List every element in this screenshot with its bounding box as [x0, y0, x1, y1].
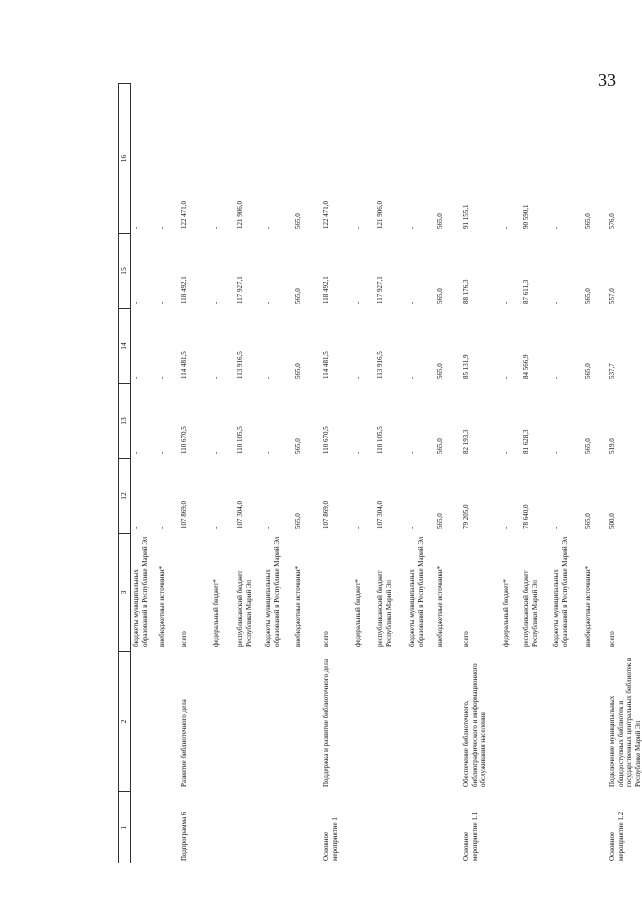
- cell-value-12: -: [158, 526, 166, 529]
- cell-value-13: 110 105,5: [236, 426, 244, 454]
- cell-value-16: 565,0: [436, 213, 444, 229]
- cell-source: внебюджетные источники*: [584, 565, 592, 647]
- cell-value-13: -: [408, 451, 416, 454]
- cell-value-14: 113 916,5: [376, 351, 384, 379]
- cell-value-15: 565,0: [294, 288, 302, 304]
- cell-program: Подпрограмма 6: [180, 811, 188, 861]
- column-header-2: 2: [118, 651, 130, 791]
- cell-value-15: 117 927,1: [376, 276, 384, 304]
- cell-value-13: 565,0: [584, 438, 592, 454]
- cell-value-15: 117 927,1: [236, 276, 244, 304]
- cell-value-12: 565,0: [294, 513, 302, 529]
- cell-value-12: -: [132, 526, 140, 529]
- cell-value-15: -: [354, 301, 362, 304]
- cell-value-13: -: [212, 451, 220, 454]
- cell-value-12: 107 304,0: [376, 501, 384, 529]
- cell-value-13: 82 193,3: [462, 429, 470, 454]
- cell-value-15: -: [158, 301, 166, 304]
- cell-value-15: 565,0: [436, 288, 444, 304]
- cell-value-13: -: [502, 451, 510, 454]
- cell-title: Поддержка и развитие библиотечного дела: [322, 659, 330, 787]
- cell-source: федеральный бюджет*: [212, 579, 220, 647]
- cell-value-16: -: [502, 226, 510, 229]
- cell-value-13: -: [264, 451, 272, 454]
- cell-value-12: -: [408, 526, 416, 529]
- cell-value-16: -: [212, 226, 220, 229]
- cell-title: Развитие библиотечного дела: [180, 699, 188, 787]
- cell-source: всего: [608, 631, 616, 647]
- cell-value-14: 565,0: [584, 363, 592, 379]
- cell-title: Подключение муниципальных общедоступных библиотек и государственных центральных библиотек в Республике Марий Эл: [608, 657, 642, 787]
- cell-value-15: -: [212, 301, 220, 304]
- cell-value-12: -: [354, 526, 362, 529]
- cell-source: всего: [322, 631, 330, 647]
- cell-value-16: -: [264, 226, 272, 229]
- cell-program: Основное мероприятие 1.2: [608, 811, 625, 861]
- column-header-1: 1: [118, 791, 130, 863]
- cell-value-12: 500,0: [608, 513, 616, 529]
- cell-value-15: 557,0: [608, 288, 616, 304]
- cell-value-15: 87 611,3: [522, 279, 530, 304]
- cell-source: республиканский бюджет Республики Марий Эл: [236, 570, 253, 647]
- cell-source: всего: [462, 631, 470, 647]
- cell-value-14: 537,7: [608, 363, 616, 379]
- cell-value-12: 78 640,0: [522, 504, 530, 529]
- cell-value-16: -: [354, 226, 362, 229]
- cell-value-12: 107 869,0: [322, 501, 330, 529]
- cell-source: бюджеты муниципальных образований в Республике Марий Эл: [132, 536, 149, 647]
- cell-value-16: 90 590,1: [522, 204, 530, 229]
- cell-value-16: -: [408, 226, 416, 229]
- cell-value-12: 565,0: [436, 513, 444, 529]
- budget-table: [118, 83, 642, 863]
- cell-source: внебюджетные источники*: [158, 565, 166, 647]
- cell-value-13: 110 670,5: [322, 426, 330, 454]
- cell-value-12: 79 205,0: [462, 504, 470, 529]
- cell-value-12: -: [212, 526, 220, 529]
- cell-value-12: -: [502, 526, 510, 529]
- cell-value-14: 85 131,9: [462, 354, 470, 379]
- cell-value-13: 110 670,5: [180, 426, 188, 454]
- cell-value-14: -: [408, 376, 416, 379]
- cell-value-15: 118 492,1: [180, 276, 188, 304]
- column-header-12: 12: [118, 458, 130, 533]
- cell-value-14: -: [552, 376, 560, 379]
- cell-source: бюджеты муниципальных образований в Республике Марий Эл: [264, 536, 281, 647]
- cell-value-16: 122 471,0: [322, 201, 330, 229]
- cell-value-14: 114 481,5: [322, 351, 330, 379]
- cell-value-12: -: [264, 526, 272, 529]
- cell-value-14: -: [212, 376, 220, 379]
- cell-value-15: -: [552, 301, 560, 304]
- cell-value-14: 84 566,9: [522, 354, 530, 379]
- cell-value-14: -: [132, 376, 140, 379]
- cell-value-12: -: [552, 526, 560, 529]
- cell-value-12: 565,0: [584, 513, 592, 529]
- cell-value-15: -: [132, 301, 140, 304]
- cell-source: федеральный бюджет*: [354, 579, 362, 647]
- cell-value-13: -: [354, 451, 362, 454]
- column-header-15: 15: [118, 233, 130, 308]
- cell-value-16: 576,0: [608, 213, 616, 229]
- page-number: 33: [598, 70, 616, 90]
- cell-value-14: -: [354, 376, 362, 379]
- cell-value-16: 565,0: [294, 213, 302, 229]
- cell-source: бюджеты муниципальных образований в Республике Марий Эл: [408, 536, 425, 647]
- cell-value-15: -: [502, 301, 510, 304]
- column-header-16: 16: [118, 83, 130, 233]
- cell-source: внебюджетные источники*: [436, 565, 444, 647]
- cell-source: федеральный бюджет*: [502, 579, 510, 647]
- column-header-13: 13: [118, 383, 130, 458]
- cell-source: внебюджетные источники*: [294, 565, 302, 647]
- cell-value-14: -: [158, 376, 166, 379]
- cell-value-13: -: [158, 451, 166, 454]
- cell-source: бюджеты муниципальных образований в Республике Марий Эл: [552, 536, 569, 647]
- cell-value-12: 107 869,0: [180, 501, 188, 529]
- column-header-3: 3: [118, 533, 130, 651]
- cell-value-16: 121 906,0: [376, 201, 384, 229]
- cell-value-16: -: [132, 226, 140, 229]
- cell-value-15: -: [264, 301, 272, 304]
- cell-value-13: 81 628,3: [522, 429, 530, 454]
- cell-value-16: 91 155,1: [462, 204, 470, 229]
- cell-source: республиканский бюджет Республики Марий Эл: [376, 570, 393, 647]
- cell-source: всего: [180, 631, 188, 647]
- column-header-14: 14: [118, 308, 130, 383]
- cell-value-16: 122 471,0: [180, 201, 188, 229]
- cell-value-13: 110 105,5: [376, 426, 384, 454]
- cell-value-13: 565,0: [436, 438, 444, 454]
- cell-value-15: 118 492,1: [322, 276, 330, 304]
- cell-value-13: -: [552, 451, 560, 454]
- cell-value-15: -: [408, 301, 416, 304]
- cell-value-13: 519,0: [608, 438, 616, 454]
- cell-value-15: 88 176,3: [462, 279, 470, 304]
- cell-value-13: 565,0: [294, 438, 302, 454]
- cell-value-14: 113 916,5: [236, 351, 244, 379]
- cell-value-14: 114 481,5: [180, 351, 188, 379]
- cell-source: республиканский бюджет Республики Марий Эл: [522, 570, 539, 647]
- cell-value-16: -: [158, 226, 166, 229]
- cell-value-14: 565,0: [294, 363, 302, 379]
- cell-value-14: 565,0: [436, 363, 444, 379]
- cell-value-16: 121 906,0: [236, 201, 244, 229]
- cell-value-16: -: [552, 226, 560, 229]
- cell-value-13: -: [132, 451, 140, 454]
- cell-program: Основное мероприятие 1.1: [462, 811, 479, 861]
- header-rule: [130, 83, 131, 863]
- cell-value-15: 565,0: [584, 288, 592, 304]
- cell-value-16: 565,0: [584, 213, 592, 229]
- cell-value-14: -: [502, 376, 510, 379]
- cell-value-14: -: [264, 376, 272, 379]
- cell-title: Обеспечение библиотечного, библиографического и информационного обслуживания населения: [462, 663, 487, 787]
- cell-program: Основное мероприятие 1: [322, 817, 339, 861]
- cell-value-12: 107 304,0: [236, 501, 244, 529]
